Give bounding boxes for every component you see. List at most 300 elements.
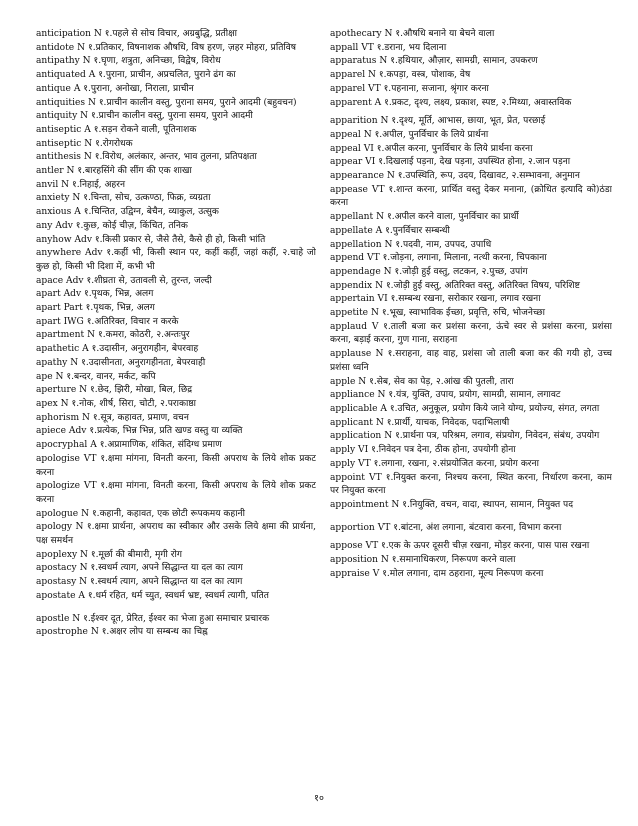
entry-headword: apostacy (36, 563, 77, 574)
entry-meaning: १.नियुक्ति, वचन, वादा, स्थापन, सामान, नियुक्त पद (402, 499, 574, 510)
entry-headword: anticipation (36, 29, 91, 39)
entry-headword: apology (36, 522, 73, 533)
entry-part-of-speech: VI (377, 294, 388, 305)
entry-meaning: १.छेद, झिरी, मोखा, बिल, छिद्र (90, 385, 193, 396)
entry-part-of-speech: N (370, 308, 379, 319)
entry-meaning: १.सम्बन्ध रखना, सरोकार रखना, लगाव रखना (390, 294, 541, 305)
entry-headword: ape (36, 371, 53, 382)
dictionary-entry (36, 220, 316, 234)
dictionary-entry (36, 151, 316, 165)
dictionary-entry (36, 626, 316, 640)
entry-part-of-speech: N (75, 522, 84, 533)
entry-part-of-speech: A (380, 403, 387, 414)
dictionary-entry (36, 412, 316, 426)
entry-meaning: १.पुराना, प्राचीन, अप्रचलित, पुराने ढंग का (98, 70, 236, 81)
entry-headword: application (330, 431, 382, 442)
dictionary-entry (36, 343, 316, 357)
entry-part-of-speech: A (90, 440, 97, 451)
entry-meaning: १.उपस्थिति, रूप, उदय, दिखावट, २.सम्भावना, अनुमान (397, 171, 580, 182)
entry-headword: append (330, 253, 365, 264)
entry-headword: anxiety (36, 193, 70, 204)
dictionary-entry (36, 165, 316, 179)
entry-part-of-speech: IWG (63, 316, 84, 327)
entry-headword: apart (36, 289, 61, 300)
entry-part-of-speech: Adv (85, 248, 103, 259)
entry-part-of-speech: VT (358, 458, 371, 469)
entry-meaning: १.सेब, सेव का पेड़, २.आंख की पुतली, तारा (369, 376, 514, 387)
entry-part-of-speech: N (380, 116, 389, 127)
entry-meaning: १.भूख, स्वाभाविक ईच्छा, प्रवृत्ति, रुचि, भोजनेच्छा (381, 308, 545, 319)
entry-headword: apologise (36, 453, 80, 464)
right-column (330, 28, 612, 581)
dictionary-entry (36, 453, 316, 480)
entry-part-of-speech: Adv (63, 289, 82, 300)
entry-headword: antique (36, 83, 71, 94)
entry-meaning: १.रोगरोधक (95, 138, 133, 149)
entry-meaning: १.एक के ऊपर दूसरी चीज़ रखना, मोड़र करना, पास पास रखना (381, 541, 590, 552)
entry-headword: appraise (330, 568, 370, 579)
page-number: १० (314, 793, 324, 804)
entry-meaning: १.नियुक्त करना, निश्चय करना, स्थित करना, निर्धारण करना, काम पर नियुक्त करना (330, 472, 612, 497)
dictionary-entry (36, 357, 316, 371)
entry-part-of-speech: N (60, 398, 69, 409)
entry-part-of-speech: N (72, 613, 81, 624)
dictionary-entry (36, 138, 316, 152)
entry-headword: apparatus (330, 56, 377, 67)
entry-meaning: १.यंत्र, युक्ति, उपाय, प्रयोग, सामग्री, सामान, लगावट (388, 390, 561, 401)
dictionary-entry (36, 316, 316, 330)
dictionary-entry (36, 42, 316, 56)
entry-headword: appose (330, 541, 363, 552)
entry-meaning: १.बांटना, अंश लगाना, बंटवारा करना, विभाग करना (393, 522, 562, 533)
dictionary-entry (330, 129, 612, 143)
entry-headword: appoint (330, 472, 365, 483)
dictionary-entry (330, 540, 612, 554)
dictionary-entry (36, 425, 316, 439)
entry-part-of-speech: N (87, 330, 96, 341)
entry-part-of-speech: N (79, 577, 88, 588)
entry-meaning: १.प्रार्थना पत्र, परिश्रम, लगाव, संप्रयोग, निवेदन, संबंध, उपयोग (395, 431, 600, 442)
dictionary-entry (330, 499, 612, 513)
entry-meaning: १.प्रार्थी, याचक, निवेदक, पदाभिलाषी (386, 417, 510, 428)
dictionary-entry (36, 329, 316, 343)
entry-headword: apiece (36, 426, 67, 437)
entry-headword: appear (330, 157, 363, 168)
entry-meaning: १.सराहना, वाह वाह, प्रशंसा जो ताली बजा कर की गयी हो, उच्च प्रशंसा ध्वनि (330, 349, 612, 373)
entry-meaning: १.पुराना, अनोखा, निराला, प्राचीन (83, 83, 194, 94)
entry-part-of-speech: N (79, 563, 88, 574)
dictionary-entry (330, 42, 612, 56)
dictionary-entry (36, 371, 316, 385)
entry-meaning: १.बन्दर, वानर, मर्कट, कपि (66, 371, 156, 382)
dictionary-entry (330, 444, 612, 458)
entry-meaning: १.विरोध, अलंकार, अन्तर, भाव तुलना, प्रतिपक्षता (94, 152, 257, 163)
entry-meaning: १.ताली बजा कर प्रशंसा करना, ऊंचे स्वर से प्रशंसा करना, प्रशंसा करना, बड़ाई करना, गुण गाना, सराहना (330, 321, 612, 346)
entry-headword: antiquity (36, 111, 78, 122)
entry-part-of-speech: Adv (66, 275, 84, 286)
dictionary-entry (330, 266, 612, 280)
entry-part-of-speech: VT (83, 453, 97, 464)
entry-headword: apace (36, 275, 64, 286)
entry-meaning: १.बारहसिंगे की सींग की एक शाखा (77, 166, 192, 177)
entry-meaning: १.अतिरिक्त, विचार न करके (86, 316, 179, 327)
entry-meaning: १.निहाई, अहरन (72, 179, 126, 190)
entry-part-of-speech: VT (377, 522, 391, 533)
dictionary-entry (330, 55, 612, 69)
entry-headword: applicable (330, 403, 378, 414)
entry-meaning: १.दिखलाई पड़ना, देख पड़ना, उपस्थित होना, २.जान पड़ना (378, 157, 571, 168)
entry-headword: appeal (330, 143, 361, 154)
dictionary-entry (36, 439, 316, 453)
entry-part-of-speech: N (82, 56, 91, 67)
dictionary-entry (36, 97, 316, 111)
entry-headword: apply (330, 458, 356, 469)
entry-part-of-speech: N (93, 29, 102, 39)
dictionary-entry (36, 83, 316, 97)
entry-part-of-speech: N (375, 280, 384, 291)
entry-part-of-speech: N (82, 412, 90, 423)
entry-headword: apostrophe (36, 627, 88, 638)
entry-headword: anywhere (36, 248, 82, 259)
entry-part-of-speech: N (377, 390, 386, 401)
entry-meaning: १.उदासीनता, अनुरागहीनता, बेपरवाही (81, 357, 206, 368)
entry-meaning: १.उदासीन, अनुरागहीन, बेपरवाह (91, 344, 199, 355)
entry-headword: apathy (36, 357, 68, 368)
entry-headword: appertain (330, 294, 375, 305)
entry-part-of-speech: N (80, 111, 89, 122)
dictionary-entry (36, 28, 316, 42)
dictionary-entry (36, 398, 316, 412)
dictionary-entry (330, 115, 612, 129)
dictionary-entry (330, 307, 612, 321)
entry-part-of-speech: N (376, 212, 385, 223)
entry-meaning: १.कहानी, कहावत, एक छोटी रूपकमय कहानी (91, 508, 245, 519)
dictionary-entry (330, 417, 612, 431)
entry-part-of-speech: N (375, 417, 384, 428)
entry-part-of-speech: N (375, 349, 384, 360)
dictionary-entry (330, 143, 612, 157)
entry-part-of-speech: N (66, 166, 75, 177)
dictionary-entry (330, 170, 612, 184)
entry-meaning: १.अपील करने वाला, पुनर्विचार का प्रार्थी (386, 212, 519, 223)
dictionary-entry (330, 280, 612, 294)
entry-headword: appall (330, 42, 359, 53)
entry-headword: antiseptic (36, 138, 82, 149)
entry-headword: apostate (36, 590, 76, 601)
entry-part-of-speech: N (383, 266, 392, 277)
entry-part-of-speech: V (371, 321, 379, 332)
entry-headword: appendage (330, 266, 381, 277)
entry-headword: apostasy (36, 577, 77, 588)
entry-part-of-speech: Adv (55, 220, 73, 231)
entry-headword: applicant (330, 417, 373, 428)
entry-meaning: १.प्रत्येक, भिन्न भिन्न, प्रति खण्ड वस्तु या व्यक्ति (89, 426, 243, 437)
dictionary-entry (330, 252, 612, 266)
entry-headword: apply (330, 445, 356, 456)
entry-part-of-speech: N (79, 385, 88, 396)
dictionary-entry (36, 247, 316, 274)
entry-part-of-speech: N (391, 499, 400, 510)
entry-meaning: १.डराना, भय दिलाना (376, 42, 447, 53)
entry-meaning: १.शान्त करना, प्रार्थित वस्तु देकर मनाना, (क्रोधित इत्यादि को)ठंडा करना (330, 184, 612, 209)
entry-headword: antiquities (36, 97, 86, 108)
entry-part-of-speech: N (384, 431, 393, 442)
entry-meaning: १.किसी प्रकार से, जैसे तैसे, कैसे ही हो, किसी भांति (94, 234, 266, 245)
entry-headword: aphorism (36, 412, 80, 423)
dictionary-entry (36, 549, 316, 563)
dictionary-entry (330, 430, 612, 444)
dictionary-entry (330, 97, 612, 111)
entry-meaning: १.औषधि बनाने या बेचने वाला (395, 29, 495, 39)
dictionary-entry (330, 348, 612, 375)
dictionary-entry (36, 576, 316, 590)
entry-meaning: १.कमरा, कोठरी, २.अन्तःपुर (97, 330, 190, 341)
entry-meaning: १.क्षमा मांगना, विनती करना, किसी अपराध के लिये शोक प्रकट करना (36, 453, 316, 478)
entry-part-of-speech: N (363, 129, 372, 140)
entry-meaning: १.कपड़ा, वस्त्र, पोशाक, वेष (378, 70, 471, 81)
dictionary-entry (330, 28, 612, 42)
entry-meaning: १.जोड़ी हुई वस्तु, लटकन, २.पुच्छ, उपांग (394, 266, 528, 277)
entry-meaning: १.सूत्र, कहावत, प्रमाण, वचन (92, 412, 189, 423)
entry-part-of-speech: N (72, 193, 81, 204)
entry-part-of-speech: A (88, 70, 96, 81)
entry-part-of-speech: A (375, 225, 383, 236)
entry-part-of-speech: VI (365, 157, 376, 168)
dictionary-entry (330, 83, 612, 97)
dictionary-entry (36, 179, 316, 193)
entry-meaning: १.प्राचीन कालीन वस्तु, पुराना समय, पुराने आदमी (91, 111, 253, 122)
entry-part-of-speech: A (74, 207, 81, 218)
entry-headword: apartment (36, 330, 85, 341)
entry-headword: apportion (330, 522, 375, 533)
entry-meaning: १.अप्रामाणिक, शंकित, संदिग्ध प्रमाण (99, 440, 222, 451)
entry-part-of-speech: VI (363, 143, 374, 154)
entry-meaning: १.नोक, शीर्ष, सिरा, चोटी, २.पराकाष्ठा (71, 398, 197, 409)
dictionary-entry (330, 472, 612, 499)
entry-part-of-speech: Part (63, 303, 83, 314)
entry-part-of-speech: A (82, 344, 89, 355)
entry-headword: apocryphal (36, 440, 88, 451)
entry-part-of-speech: VT (368, 83, 381, 94)
entry-headword: apart (36, 316, 61, 327)
entry-part-of-speech: N (77, 42, 86, 53)
dictionary-entry (36, 521, 316, 548)
entry-meaning: १.कुछ, कोई चीज़, किंचित, तनिक (75, 220, 188, 231)
left-column (36, 28, 316, 640)
entry-part-of-speech: V (372, 568, 380, 579)
entry-headword: apple (330, 376, 356, 387)
dictionary-entry (330, 156, 612, 170)
dictionary-entry (330, 239, 612, 253)
entry-meaning: १.दृश्य, मूर्ति, आभास, छाया, भूत, प्रेत, परछाई (391, 116, 546, 127)
entry-part-of-speech: N (379, 56, 388, 67)
dictionary-entry (330, 293, 612, 307)
entry-headword: apothecary (330, 29, 382, 39)
entry-headword: apathetic (36, 344, 80, 355)
entry-headword: apologue (36, 508, 79, 519)
entry-meaning: १.अपील करना, पुनर्विचार के लिये प्रार्थना करना (376, 143, 533, 154)
entry-headword: appearance (330, 171, 384, 182)
entry-headword: apoplexy (36, 549, 78, 560)
entry-meaning: १.घृणा, शत्रुता, अनिच्छा, विद्वेष, विरोध (93, 56, 221, 67)
entry-headword: apparent (330, 97, 372, 108)
entry-headword: antler (36, 166, 64, 177)
entry-meaning: १.पहले से सोच विचार, अग्रबुद्धि, प्रतीक्षा (104, 29, 237, 39)
entry-headword: apart (36, 303, 61, 314)
entry-headword: antidote (36, 42, 75, 53)
dictionary-entry (36, 590, 316, 604)
dictionary-entry (330, 69, 612, 83)
entry-part-of-speech: N (90, 627, 99, 638)
dictionary-entry (36, 124, 316, 138)
entry-part-of-speech: Adv (68, 426, 87, 437)
entry-headword: anxious (36, 207, 72, 218)
entry-meaning: १.अपील, पुनर्विचार के लिये प्रार्थना (374, 129, 489, 140)
entry-part-of-speech: VT (365, 541, 379, 552)
entry-part-of-speech: N (358, 376, 367, 387)
entry-meaning: १.जोड़ी हुई वस्तु, अतिरिक्त वस्तु, अतिरिक्त विषय, परिशिष्ट (385, 280, 580, 291)
dictionary-entry (330, 321, 612, 348)
entry-meaning: १.सड़न रोकने वाली, पूतिनाशक (93, 124, 197, 135)
entry-part-of-speech: N (87, 97, 96, 108)
entry-meaning: १.पुनर्विचार सम्बन्धी (385, 225, 450, 236)
dictionary-entry (36, 234, 316, 248)
entry-headword: appliance (330, 390, 375, 401)
dictionary-entry (330, 376, 612, 390)
dictionary-entry (36, 613, 316, 627)
dictionary-entry (36, 508, 316, 522)
dictionary-entry (36, 562, 316, 576)
entry-meaning: १.लगाना, रखना, २.संप्रयोजित करना, प्रयोग करना (373, 458, 539, 469)
entry-meaning: १.उचित, अनुकूल, प्रयोग किये जाने योग्य, प्रयोज्य, संगत, लगता (389, 403, 600, 414)
entry-part-of-speech: VT (361, 42, 374, 53)
entry-part-of-speech: N (61, 179, 70, 190)
entry-part-of-speech: N (81, 508, 90, 519)
entry-meaning: १.स्वधर्म त्याग, अपने सिद्धान्त या दल का त्याग (90, 563, 243, 574)
entry-part-of-speech: A (84, 124, 91, 135)
entry-part-of-speech: A (73, 83, 81, 94)
entry-meaning: १.पृथक, भिन्न, अलग (85, 303, 155, 314)
entry-meaning: १.स्वधर्म त्याग, अपने सिद्धान्त या दल का त्याग (90, 577, 243, 588)
entry-headword: apex (36, 398, 58, 409)
entry-part-of-speech: A (374, 97, 382, 108)
entry-part-of-speech: N (386, 171, 395, 182)
entry-part-of-speech: N (55, 371, 64, 382)
entry-meaning: १.समानाधिकरण, निरूपण करने वाला (391, 555, 516, 566)
entry-meaning: १.अक्षर लोप या सम्बन्ध का चिह्न (101, 627, 208, 638)
entry-meaning: १.क्षमा मांगना, विनती करना, किसी अपराध के लिये शोक प्रकट करना (36, 481, 316, 505)
entry-headword: aperture (36, 385, 77, 396)
dictionary-entry (36, 302, 316, 316)
entry-headword: apparel (330, 83, 366, 94)
entry-part-of-speech: N (380, 555, 389, 566)
entry-part-of-speech: N (80, 549, 88, 560)
entry-meaning: १.मूर्छा की बीमारी, मृगी रोग (90, 549, 182, 560)
entry-headword: anvil (36, 179, 59, 190)
entry-headword: appellant (330, 212, 374, 223)
entry-part-of-speech: VT (369, 472, 382, 483)
dictionary-entry (36, 55, 316, 69)
entry-part-of-speech: VT (83, 481, 97, 492)
dictionary-entry (330, 225, 612, 239)
entry-part-of-speech: N (384, 29, 393, 39)
dictionary-entry (330, 522, 612, 536)
entry-meaning: १.पहनाना, सजाना, श्रृंगार करना (383, 83, 489, 94)
dictionary-entry (36, 206, 316, 220)
entry-headword: applaud (330, 321, 368, 332)
entry-headword: appellate (330, 225, 373, 236)
entry-headword: appease (330, 184, 368, 195)
entry-part-of-speech: A (78, 590, 85, 601)
entry-meaning: १.क्षमा प्रार्थना, अपराध का स्वीकार और उसके लिये क्षमा की प्रार्थना, पक्ष समर्थन (36, 522, 316, 547)
dictionary-entry (330, 184, 612, 211)
entry-meaning: १.शीघ्रता से, उतावली से, तुरन्त, जल्दी (86, 275, 212, 286)
dictionary-entry (36, 275, 316, 289)
entry-headword: appendix (330, 280, 373, 291)
entry-meaning: १.जोड़ना, लगाना, मिलाना, नत्थी करना, चिपकाना (382, 253, 547, 264)
entry-meaning: १.प्रतिकार, विषनाशक औषधि, विष हरण, ज़हर मोहरा, प्रतिविष (87, 42, 297, 53)
dictionary-entry (330, 554, 612, 568)
entry-headword: appointment (330, 499, 389, 510)
dictionary-entry (330, 458, 612, 472)
entry-part-of-speech: VI (358, 445, 369, 456)
entry-meaning: १.हथियार, औज़ार, सामग्री, सामान, उपकरण (390, 56, 538, 67)
entry-headword: antithesis (36, 152, 81, 163)
entry-meaning: १.चिन्ता, सोच, उत्कण्ठा, फिक्र, व्यग्रता (83, 193, 211, 204)
entry-headword: apposition (330, 555, 379, 566)
dictionary-entry (36, 480, 316, 507)
entry-headword: apostle (36, 613, 70, 624)
dictionary-entry (36, 110, 316, 124)
entry-part-of-speech: VT (367, 253, 380, 264)
entry-headword: apparel (330, 70, 366, 81)
dictionary-entry (36, 384, 316, 398)
entry-meaning: १.प्रकट, दृश्य, लक्ष्य, प्रकाश, स्पष्ट, २.मिथ्या, अवास्तविक (384, 97, 572, 108)
entry-headword: apologize (36, 481, 81, 492)
entry-part-of-speech: N (368, 70, 376, 81)
entry-headword: apparition (330, 116, 378, 127)
dictionary-entry (330, 389, 612, 403)
entry-headword: appeal (330, 129, 361, 140)
entry-meaning: १.धर्म रहित, धर्म च्युत, स्वधर्म भ्रष्ट, स्वधर्म त्यागी, पतित (87, 590, 269, 601)
entry-headword: any (36, 220, 53, 231)
entry-headword: anyhow (36, 234, 72, 245)
entry-part-of-speech: Adv (74, 234, 92, 245)
dictionary-entry (330, 211, 612, 225)
entry-part-of-speech: N (83, 152, 92, 163)
entry-meaning: १.पदवी, नाम, उपपद, उपाधि (395, 239, 492, 250)
entry-part-of-speech: N (84, 138, 93, 149)
entry-headword: appetite (330, 308, 369, 319)
entry-part-of-speech: N (384, 239, 393, 250)
entry-meaning: १.कहीं भी, किसी स्थान पर, कहीं कहीं, जहां कहीं, २.चाहे जो कुछ हो, किसी भी दिशा में, कभी भी (36, 248, 316, 272)
dictionary-entry (36, 192, 316, 206)
entry-headword: antiseptic (36, 124, 82, 135)
dictionary-entry (36, 288, 316, 302)
entry-headword: antiquated (36, 70, 86, 81)
entry-part-of-speech: VT (371, 184, 385, 195)
dictionary-entry (330, 403, 612, 417)
entry-part-of-speech: N (70, 357, 79, 368)
entry-meaning: १.प्राचीन कालीन वस्तु, पुराना समय, पुराने आदमी (बहुवचन) (98, 97, 297, 108)
entry-meaning: १.निवेदन पत्र देना, ठीक होना, उपयोगी होना (371, 445, 516, 456)
entry-meaning: १.ईश्वर दूत, प्रेरित, ईश्वर का भेजा हुआ समाचार प्रचारक (83, 613, 270, 624)
entry-meaning: १.मोल लगाना, दाम ठहराना, मूल्य निरूपण करना (382, 568, 544, 579)
dictionary-entry (330, 568, 612, 582)
entry-meaning: १.चिन्तित, उद्विग्न, बेचैन, व्याकुल, उत्सुक (83, 207, 219, 218)
entry-headword: applause (330, 349, 372, 360)
entry-headword: appellation (330, 239, 382, 250)
